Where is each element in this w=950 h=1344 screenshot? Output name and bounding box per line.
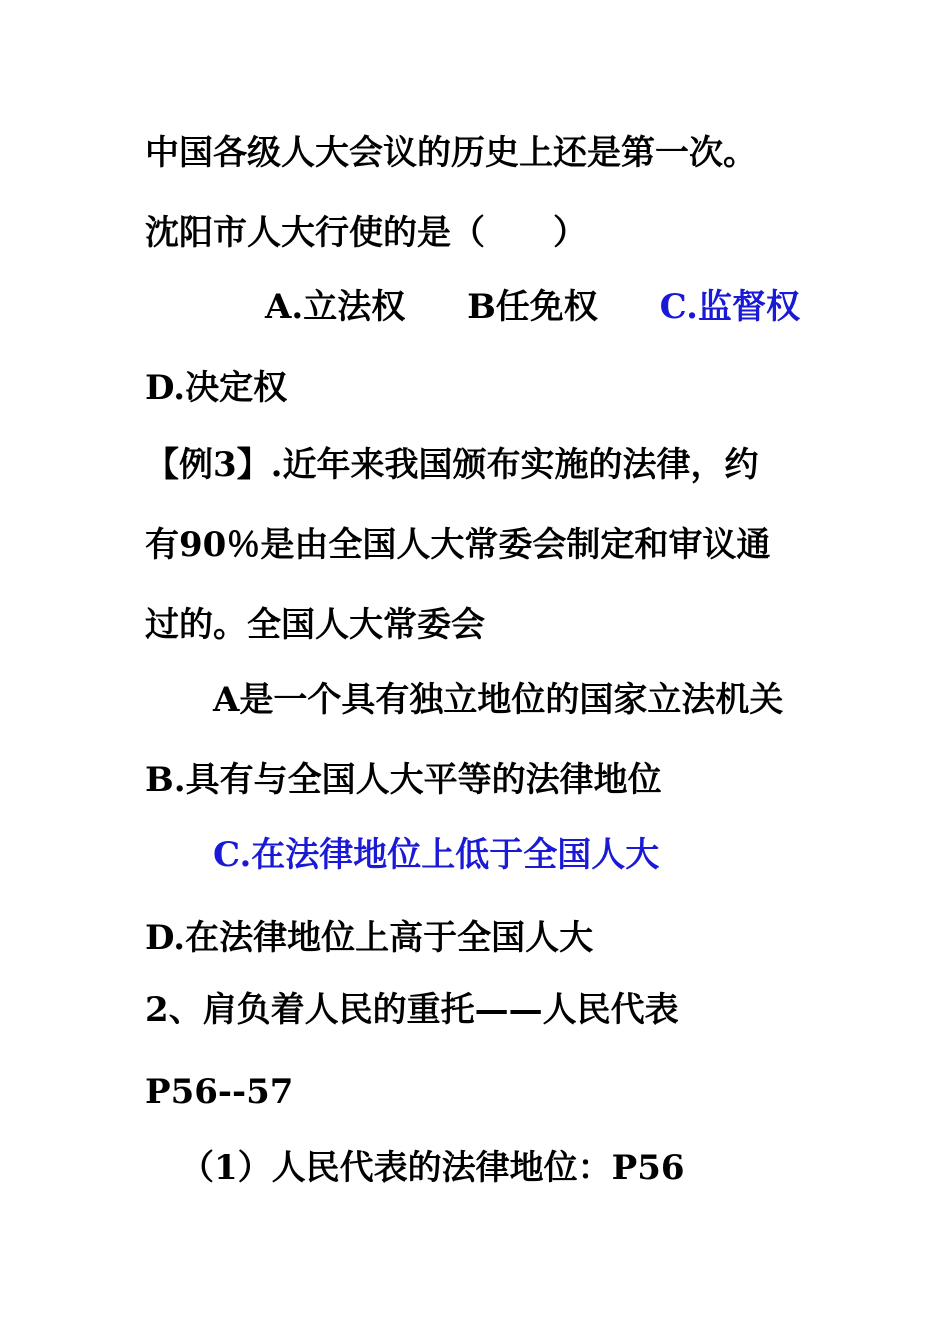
example-3-option-a: A是一个具有独立地位的国家立法机关 [213,680,784,720]
subsection-heading: （1）人民代表的法律地位：P56 [180,1148,685,1188]
question-line: 沈阳市人大行使的是（ ） [145,213,587,253]
example-3-option-b: B.具有与全国人大平等的法律地位 [145,760,662,800]
example-3-line-1: 【例3】.近年来我国颁布实施的法律，约 [145,445,759,485]
page-reference: P56--57 [145,1072,294,1112]
example-3-option-c-answer: C.在法律地位上低于全国人大 [213,835,660,875]
section-heading: 2、肩负着人民的重托——人民代表 [145,990,679,1030]
option-c-answer: C.监督权 [659,287,800,327]
options-row [265,287,800,327]
option-b: B任免权 [467,287,598,327]
option-d: D.决定权 [145,368,288,408]
option-a: A.立法权 [265,287,406,327]
example-3-line-3: 过的。全国人大常委会 [145,605,485,645]
example-3-line-2: 有90％是由全国人大常委会制定和审议通 [145,525,771,565]
example-3-option-d: D.在法律地位上高于全国人大 [145,918,594,958]
text-line-1: 中国各级人大会议的历史上还是第一次。 [145,133,757,173]
